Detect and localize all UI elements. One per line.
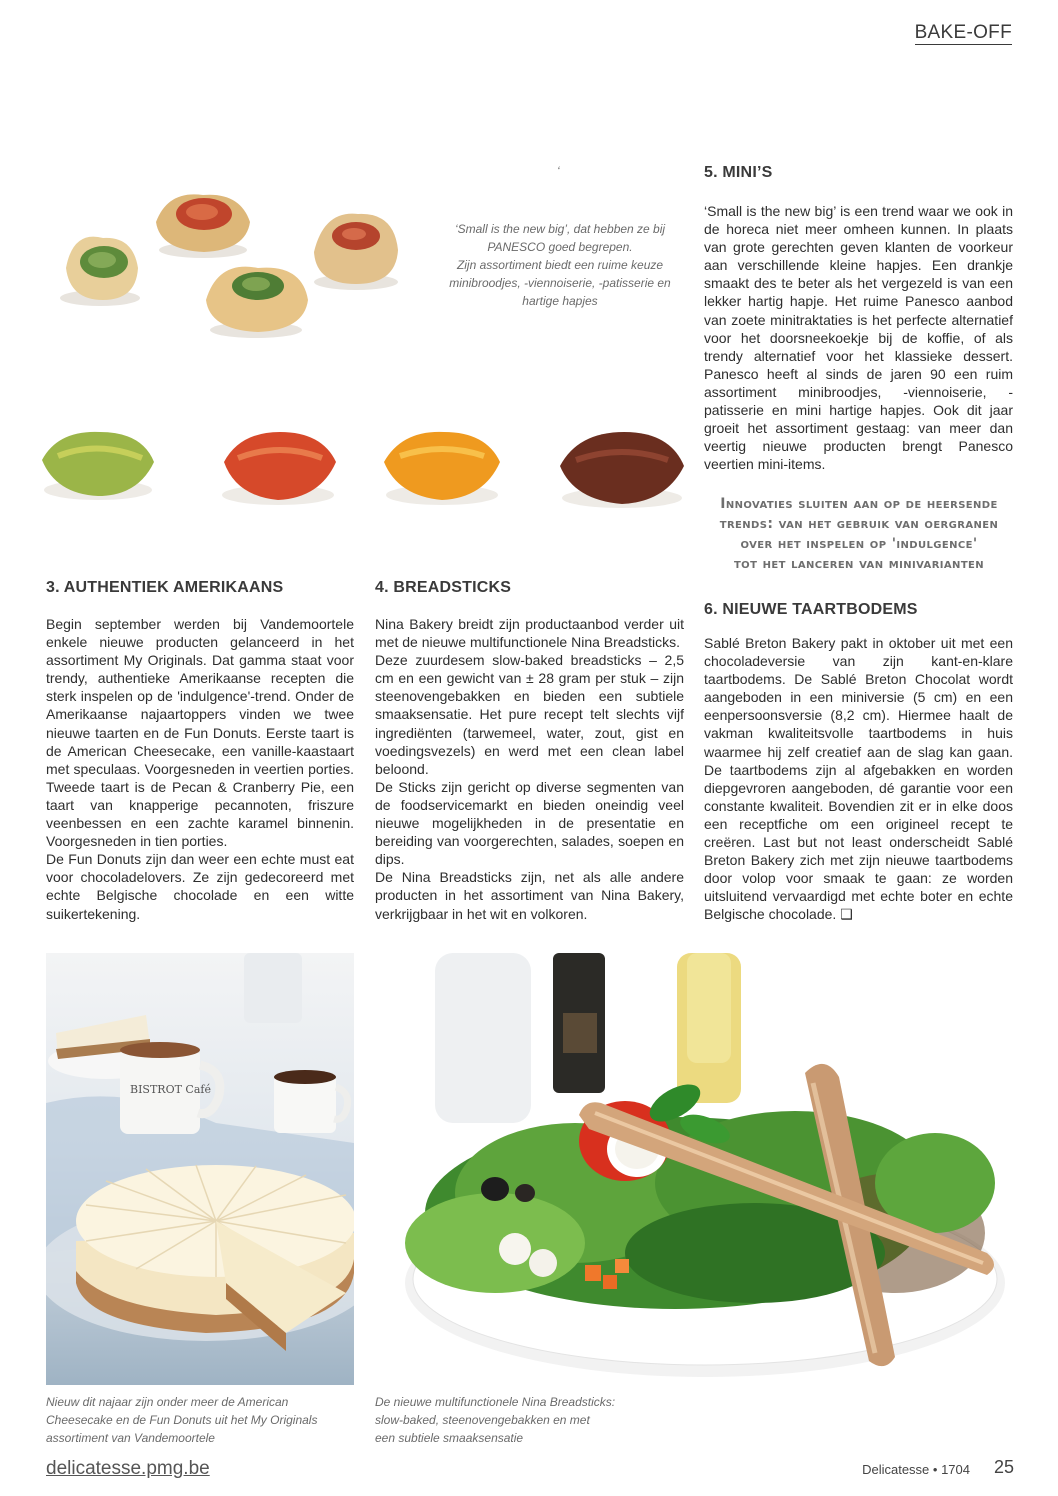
savoury-bite-spinach-center [206, 267, 308, 338]
mini-pastries-caption-mark: ‘ [557, 164, 560, 178]
section-6-body: Sablé Breton Bakery pakt in oktober uit met een chocoladeversie van zijn kant-en-klare taartbodems. De Sablé Breton Chocolat wordt aangeboden in een miniversie (5 cm) en een eenpersoonsversie (8,2 cm). Hiermee haalt de vakman kwaliteitsvolle taartbodems in huis waarmee hij zelf creatief aan de slag kan gaan. De taartbodems zijn al afgebakken en worden diepgevroren aangeboden, dé garantie voor een constante kwaliteit. Bovendien zit er in elke doos een receptfiche om een origineel recept te creëren. Last but not least onderscheidt Sablé Breton Bakery zich met zijn nieuwe taartbodems door volop voor smaak te gaan: ze worden uitsluitend vervaardigd met echte boter en echte Belgische chocolade. ❑ [704, 635, 1013, 923]
section-5-title: 5. MINI’S [704, 164, 773, 181]
section-6-title: 6. NIEUWE TAARTBODEMS [704, 601, 918, 618]
madeleine-green [42, 432, 154, 500]
footer-website-link[interactable]: delicatesse.pmg.be [46, 1458, 210, 1479]
section-4-title: 4. BREADSTICKS [375, 579, 512, 596]
breadsticks-caption: De nieuwe multifunctionele Nina Breadsticks: slow-baked, steenovengebakken en met een subtiele smaaksensatie [375, 1395, 616, 1445]
section-5-body: ‘Small is the new big’ is een trend waar we ook in de horeca niet meer omheen kunnen. In plaats van grote gerechten geven klanten de voorkeur aan verschillende kleine hapjes. Een drankje smaakt des te beter als het vergezeld is van een lekker hartig hapje. Het ruime Panesco aanbod van zoete minitraktaties is het perfecte alternatief voor het doorsneekoekje bij de koffie, of als trendy alternatief voor het klassieke dessert. Panesco heeft al sinds de jaren 90 een ruim assortiment minibroodjes, -viennoiserie, -patisserie en mini hartige hapjes. Ook dit jaar groeit het assortiment gestaag: van meer dan veertig nieuwe producten brengt Panesco veertien mini-items. [704, 203, 1013, 473]
footer-magazine-issue: Delicatesse • 1704 [862, 1462, 970, 1477]
section-3-title: 3. AUTHENTIEK AMERIKAANS [46, 579, 284, 596]
mug-text: BISTROT Café [130, 1083, 211, 1096]
mini-pastries-caption: ‘Small is the new big’, dat hebben ze bij PANESCO goed begrepen. Zijn assortiment biedt een ruime keuze minibroodjes, -viennoiserie, -patisserie en hartige hapjes [449, 222, 671, 308]
cheesecake-caption: Nieuw dit najaar zijn onder meer de American Cheesecake en de Fun Donuts uit het My Originals assortiment van Vandemoortele [46, 1395, 318, 1445]
section-label: BAKE-OFF [914, 22, 1012, 43]
pull-quote: Innovaties sluiten aan op de heersende trends: van het gebruik van oergranen over het inspelen op 'indulgence' tot het lanceren van minivarianten [719, 496, 999, 572]
page-number: 25 [993, 1457, 1014, 1477]
section-4-body: Nina Bakery breidt zijn productaanbod verder uit met de nieuwe multifunctionele Nina Breadsticks. Deze zuurdesem slow-baked breadsticks – 2,5 cm en een gewicht van ± 28 gram per stuk – zijn steenovengebakken en bieden een subtiele smaaksensatie. Het pure recept telt slechts vijf ingrediënten (tarwemeel, water, zout, gist en voedingsvezels) en werd met een clean label beloond. De Sticks zijn gericht op diverse segmenten van de foodservicemarkt en bieden oneindig veel nieuwe mogelijkheden in de presentatie en bereiding van voorgerechten, salades, soepen en dips. De Nina Breadsticks zijn, net als alle andere producten in het assortiment van Nina Bakery, verkrijgbaar in het wit en volkoren. [375, 616, 684, 922]
madeleine-orange [384, 432, 500, 505]
mini-pastries-photo [18, 150, 698, 560]
cheesecake-photo [46, 953, 354, 1385]
savoury-bite-tomato-right [314, 214, 398, 290]
savoury-bite-tomato-top [156, 194, 250, 258]
breadsticks-salad-photo [375, 953, 1013, 1385]
section-3-body: Begin september werden bij Vandemoortele enkele nieuwe producten gelanceerd in het assortiment My Originals. Dat gamma staat voor trendy, authentieke Amerikaanse recepten die sterk inspelen op de 'indulgence'-trend. Onder de Amerikaanse najaartoppers vinden we twee nieuwe taarten en de Fun Donuts. Eerste taart is de American Cheesecake, een vanille-kaastaart met speculaas. Voorgesneden in veertien porties. Tweede taart is de Pecan & Cranberry Pie, een taart van knapperige pecannoten, friszure veenbessen en een zachte karamel binnenin. Voorgesneden in tien porties. De Fun Donuts zijn dan weer een echte must eat voor chocoladelovers. Ze zijn gedecoreerd met echte Belgische chocolade en een witte suikertekening. [46, 616, 354, 922]
